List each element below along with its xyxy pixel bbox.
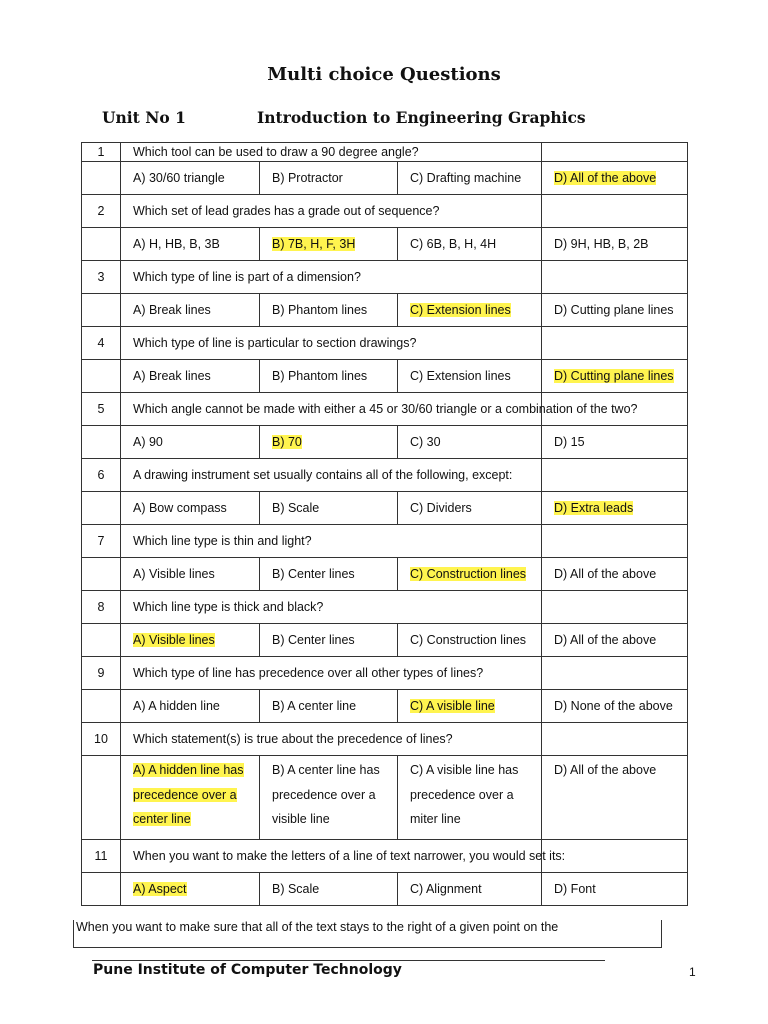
question-number: 5 <box>82 393 121 426</box>
option-text: C) 30 <box>410 435 441 449</box>
question-text: Which line type is thick and black? <box>121 591 542 624</box>
unit-label: Unit No 1 <box>102 108 186 127</box>
empty-cell <box>82 624 121 657</box>
empty-cell <box>542 143 688 162</box>
question-row <box>82 327 688 360</box>
option-text: B) A center line has precedence over a visible line <box>272 763 380 826</box>
option-text: B) Phantom lines <box>272 303 368 317</box>
options-row <box>82 690 688 723</box>
trailing-question-text: When you want to make sure that all of the text stays to the right of a given point on the <box>76 920 559 934</box>
question-text: Which type of line has precedence over all other types of lines? <box>121 657 542 690</box>
option-text: C) A visible line has precedence over a miter line <box>410 763 519 826</box>
option-text: A) H, HB, B, 3B <box>133 237 220 251</box>
option-cell <box>260 228 398 261</box>
empty-cell <box>542 459 688 492</box>
correct-answer: A) A hidden line has precedence over a center line <box>133 763 244 826</box>
question-number: 2 <box>82 195 121 228</box>
option-text: C) Alignment <box>410 882 482 896</box>
option-cell <box>260 492 398 525</box>
option-cell <box>260 690 398 723</box>
options-row <box>82 492 688 525</box>
footer-divider <box>92 960 605 961</box>
option-cell <box>398 873 542 906</box>
option-text: D) 15 <box>554 435 585 449</box>
question-number: 4 <box>82 327 121 360</box>
option-cell <box>260 426 398 459</box>
question-text: Which statement(s) is true about the precedence of lines? <box>121 723 542 756</box>
question-row <box>82 143 688 162</box>
correct-answer: D) All of the above <box>554 171 657 185</box>
options-row <box>82 558 688 591</box>
option-cell <box>121 873 260 906</box>
empty-cell <box>82 756 121 840</box>
question-row <box>82 591 688 624</box>
option-text: B) Scale <box>272 501 320 515</box>
question-number: 7 <box>82 525 121 558</box>
empty-cell <box>542 591 688 624</box>
option-cell <box>398 162 542 195</box>
option-cell <box>260 294 398 327</box>
option-text: B) Protractor <box>272 171 343 185</box>
option-cell <box>398 558 542 591</box>
correct-answer: C) Extension lines <box>410 303 511 317</box>
option-cell <box>121 492 260 525</box>
question-number: 8 <box>82 591 121 624</box>
option-cell <box>121 756 260 840</box>
empty-cell <box>542 195 688 228</box>
empty-cell <box>542 723 688 756</box>
correct-answer: D) Extra leads <box>554 501 634 515</box>
question-number: 9 <box>82 657 121 690</box>
option-cell <box>121 624 260 657</box>
option-cell <box>121 690 260 723</box>
option-text: B) Center lines <box>272 633 355 647</box>
question-row <box>82 840 688 873</box>
option-text: C) Construction lines <box>410 633 527 647</box>
options-row <box>82 294 688 327</box>
option-cell <box>398 426 542 459</box>
option-text: B) Center lines <box>272 567 355 581</box>
options-row <box>82 426 688 459</box>
empty-cell <box>82 426 121 459</box>
option-text: A) Visible lines <box>133 567 215 581</box>
question-row <box>82 723 688 756</box>
empty-cell <box>82 228 121 261</box>
option-text: A) Break lines <box>133 303 211 317</box>
option-cell <box>542 756 688 840</box>
option-cell <box>398 492 542 525</box>
question-text: Which line type is thin and light? <box>121 525 542 558</box>
question-row <box>82 525 688 558</box>
page-title: Multi choice Questions <box>267 64 501 85</box>
correct-answer: B) 7B, H, F, 3H <box>272 237 356 251</box>
option-cell <box>260 162 398 195</box>
option-cell <box>542 873 688 906</box>
empty-cell <box>82 162 121 195</box>
empty-cell <box>542 261 688 294</box>
option-cell <box>260 360 398 393</box>
option-cell <box>542 228 688 261</box>
question-row <box>82 261 688 294</box>
option-text: C) Drafting machine <box>410 171 522 185</box>
empty-cell <box>82 294 121 327</box>
option-text: D) 9H, HB, B, 2B <box>554 237 649 251</box>
empty-cell <box>82 558 121 591</box>
correct-answer: D) Cutting plane lines <box>554 369 674 383</box>
option-text: B) Scale <box>272 882 320 896</box>
option-text: A) 30/60 triangle <box>133 171 225 185</box>
option-cell <box>542 558 688 591</box>
option-text: D) All of the above <box>554 567 657 581</box>
option-cell <box>121 558 260 591</box>
option-cell <box>542 624 688 657</box>
question-row <box>82 657 688 690</box>
correct-answer: A) Visible lines <box>133 633 215 647</box>
empty-cell <box>82 690 121 723</box>
empty-cell <box>82 873 121 906</box>
option-text: D) Font <box>554 882 596 896</box>
footer-institute: Pune Institute of Computer Technology <box>93 962 402 978</box>
option-cell <box>542 162 688 195</box>
subject-title: Introduction to Engineering Graphics <box>257 108 586 127</box>
options-row <box>82 162 688 195</box>
correct-answer: C) Construction lines <box>410 567 527 581</box>
option-text: C) Dividers <box>410 501 472 515</box>
option-cell <box>121 162 260 195</box>
option-cell <box>260 624 398 657</box>
empty-cell <box>82 360 121 393</box>
option-cell <box>542 492 688 525</box>
question-number: 3 <box>82 261 121 294</box>
question-text: Which set of lead grades has a grade out of sequence? <box>121 195 542 228</box>
question-number: 10 <box>82 723 121 756</box>
question-text: A drawing instrument set usually contains all of the following, except: <box>121 459 542 492</box>
option-text: D) None of the above <box>554 699 673 713</box>
option-cell <box>398 690 542 723</box>
correct-answer: A) Aspect <box>133 882 187 896</box>
option-text: B) A center line <box>272 699 357 713</box>
options-row <box>82 228 688 261</box>
option-text: D) All of the above <box>554 763 657 777</box>
option-cell <box>260 756 398 840</box>
option-text: A) Bow compass <box>133 501 227 515</box>
question-text: Which type of line is part of a dimension? <box>121 261 542 294</box>
empty-cell <box>542 657 688 690</box>
question-number: 6 <box>82 459 121 492</box>
option-cell <box>542 294 688 327</box>
trailing-question-box <box>73 920 662 948</box>
option-text: C) Extension lines <box>410 369 511 383</box>
option-text: D) All of the above <box>554 633 657 647</box>
correct-answer: C) A visible line <box>410 699 495 713</box>
option-cell <box>121 426 260 459</box>
option-cell <box>121 360 260 393</box>
question-text: When you want to make the letters of a line of text narrower, you would set its: <box>121 840 542 873</box>
question-row <box>82 459 688 492</box>
option-text: A) 90 <box>133 435 163 449</box>
option-text: B) Phantom lines <box>272 369 368 383</box>
option-cell <box>398 360 542 393</box>
question-text: Which type of line is particular to section drawings? <box>121 327 542 360</box>
options-row <box>82 873 688 906</box>
option-cell <box>542 360 688 393</box>
empty-cell <box>82 492 121 525</box>
question-row <box>82 393 688 426</box>
question-text: Which tool can be used to draw a 90 degree angle? <box>121 143 542 162</box>
empty-cell <box>542 327 688 360</box>
option-cell <box>121 294 260 327</box>
question-row <box>82 195 688 228</box>
page-number: 1 <box>689 965 696 979</box>
empty-cell <box>542 525 688 558</box>
question-number: 11 <box>82 840 121 873</box>
mcq-table <box>81 142 688 906</box>
option-text: A) Break lines <box>133 369 211 383</box>
option-text: C) 6B, B, H, 4H <box>410 237 497 251</box>
question-text: Which angle cannot be made with either a 45 or 30/60 triangle or a combination of the two? <box>121 393 542 426</box>
option-cell <box>398 624 542 657</box>
option-text: D) Cutting plane lines <box>554 303 674 317</box>
option-text: A) A hidden line <box>133 699 220 713</box>
correct-answer: B) 70 <box>272 435 302 449</box>
option-cell <box>542 426 688 459</box>
options-row <box>82 624 688 657</box>
options-row <box>82 360 688 393</box>
options-row <box>82 756 688 840</box>
option-cell <box>260 873 398 906</box>
option-cell <box>542 690 688 723</box>
option-cell <box>398 294 542 327</box>
option-cell <box>398 228 542 261</box>
question-number: 1 <box>82 143 121 162</box>
option-cell <box>260 558 398 591</box>
option-cell <box>121 228 260 261</box>
option-cell <box>398 756 542 840</box>
